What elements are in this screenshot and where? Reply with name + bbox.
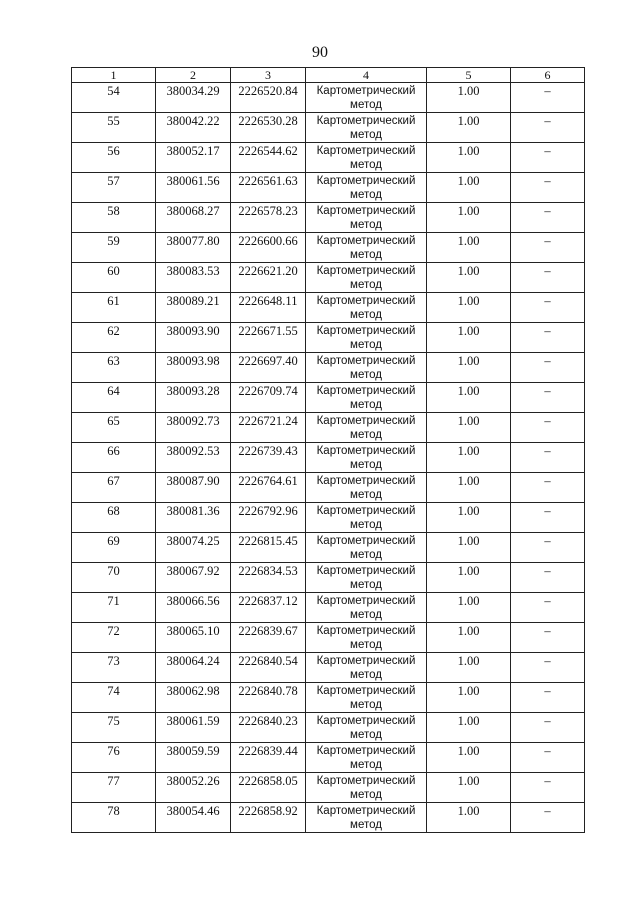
- accuracy-cell: 1.00: [427, 623, 511, 653]
- table-row: [72, 83, 585, 113]
- y-coordinate-cell: 2226837.12: [231, 593, 306, 623]
- note-cell: –: [511, 653, 585, 683]
- method-line-2: метод: [350, 219, 382, 231]
- x-coordinate-cell: 380083.53: [156, 263, 231, 293]
- note-cell: –: [511, 353, 585, 383]
- x-coordinate-cell: 380066.56: [156, 593, 231, 623]
- note-cell: –: [511, 743, 585, 773]
- point-number-cell: 70: [72, 563, 156, 593]
- method-line-2: метод: [350, 129, 382, 141]
- point-number-cell: 77: [72, 773, 156, 803]
- method-cell: [306, 653, 427, 683]
- table-row: [72, 563, 585, 593]
- point-number-cell: 61: [72, 293, 156, 323]
- table-row: [72, 233, 585, 263]
- accuracy-cell: 1.00: [427, 83, 511, 113]
- table-row: [72, 653, 585, 683]
- method-line-1: Картометрический: [316, 595, 416, 607]
- method-line-2: метод: [350, 579, 382, 591]
- x-coordinate-cell: 380042.22: [156, 113, 231, 143]
- x-coordinate-cell: 380061.56: [156, 173, 231, 203]
- accuracy-cell: 1.00: [427, 593, 511, 623]
- method-line-1: Картометрический: [316, 655, 416, 667]
- method-cell: [306, 503, 427, 533]
- method-cell: [306, 323, 427, 353]
- method-cell: [306, 263, 427, 293]
- accuracy-cell: 1.00: [427, 203, 511, 233]
- y-coordinate-cell: 2226621.20: [231, 263, 306, 293]
- x-coordinate-cell: 380052.17: [156, 143, 231, 173]
- method-line-1: Картометрический: [316, 265, 416, 277]
- method-cell: [306, 713, 427, 743]
- point-number-cell: 66: [72, 443, 156, 473]
- accuracy-cell: 1.00: [427, 743, 511, 773]
- note-cell: –: [511, 593, 585, 623]
- x-coordinate-cell: 380077.80: [156, 233, 231, 263]
- point-number-cell: 68: [72, 503, 156, 533]
- x-coordinate-cell: 380092.53: [156, 443, 231, 473]
- note-cell: –: [511, 443, 585, 473]
- method-line-1: Картометрический: [316, 535, 416, 547]
- x-coordinate-cell: 380064.24: [156, 653, 231, 683]
- method-cell: [306, 533, 427, 563]
- point-number-cell: 74: [72, 683, 156, 713]
- table-row: [72, 323, 585, 353]
- accuracy-cell: 1.00: [427, 713, 511, 743]
- method-cell: [306, 113, 427, 143]
- table-row: [72, 503, 585, 533]
- y-coordinate-cell: 2226578.23: [231, 203, 306, 233]
- y-coordinate-cell: 2226764.61: [231, 473, 306, 503]
- point-number-cell: 78: [72, 803, 156, 833]
- point-number-cell: 76: [72, 743, 156, 773]
- accuracy-cell: 1.00: [427, 443, 511, 473]
- accuracy-cell: 1.00: [427, 653, 511, 683]
- note-cell: –: [511, 503, 585, 533]
- method-line-1: Картометрический: [316, 85, 416, 97]
- table-row: [72, 383, 585, 413]
- table-row: [72, 713, 585, 743]
- y-coordinate-cell: 2226858.05: [231, 773, 306, 803]
- method-line-2: метод: [350, 669, 382, 681]
- method-line-1: Картометрический: [316, 625, 416, 637]
- table-row: [72, 533, 585, 563]
- method-line-2: метод: [350, 759, 382, 771]
- method-line-2: метод: [350, 369, 382, 381]
- note-cell: –: [511, 173, 585, 203]
- method-cell: [306, 383, 427, 413]
- accuracy-cell: 1.00: [427, 473, 511, 503]
- method-line-1: Картометрический: [316, 385, 416, 397]
- method-line-1: Картометрический: [316, 445, 416, 457]
- method-cell: [306, 563, 427, 593]
- method-line-1: Картометрический: [316, 295, 416, 307]
- method-line-1: Картометрический: [316, 775, 416, 787]
- table-row: [72, 743, 585, 773]
- accuracy-cell: 1.00: [427, 323, 511, 353]
- column-header: 4: [306, 68, 427, 83]
- method-line-1: Картометрический: [316, 715, 416, 727]
- table-row: [72, 623, 585, 653]
- y-coordinate-cell: 2226648.11: [231, 293, 306, 323]
- method-line-1: Картометрический: [316, 145, 416, 157]
- method-cell: [306, 683, 427, 713]
- note-cell: –: [511, 623, 585, 653]
- y-coordinate-cell: 2226839.44: [231, 743, 306, 773]
- point-number-cell: 67: [72, 473, 156, 503]
- x-coordinate-cell: 380093.28: [156, 383, 231, 413]
- point-number-cell: 73: [72, 653, 156, 683]
- method-line-2: метод: [350, 399, 382, 411]
- method-line-2: метод: [350, 489, 382, 501]
- method-line-2: метод: [350, 279, 382, 291]
- note-cell: –: [511, 683, 585, 713]
- method-line-2: метод: [350, 159, 382, 171]
- y-coordinate-cell: 2226858.92: [231, 803, 306, 833]
- y-coordinate-cell: 2226840.78: [231, 683, 306, 713]
- method-line-1: Картометрический: [316, 565, 416, 577]
- x-coordinate-cell: 380068.27: [156, 203, 231, 233]
- y-coordinate-cell: 2226739.43: [231, 443, 306, 473]
- note-cell: –: [511, 143, 585, 173]
- point-number-cell: 55: [72, 113, 156, 143]
- method-cell: [306, 143, 427, 173]
- y-coordinate-cell: 2226561.63: [231, 173, 306, 203]
- method-line-1: Картометрический: [316, 235, 416, 247]
- method-cell: [306, 413, 427, 443]
- column-header: 5: [427, 68, 511, 83]
- point-number-cell: 60: [72, 263, 156, 293]
- method-cell: [306, 443, 427, 473]
- note-cell: –: [511, 473, 585, 503]
- method-line-2: метод: [350, 699, 382, 711]
- note-cell: –: [511, 713, 585, 743]
- table-row: [72, 413, 585, 443]
- point-number-cell: 56: [72, 143, 156, 173]
- method-cell: [306, 803, 427, 833]
- column-header: 6: [511, 68, 585, 83]
- method-cell: [306, 593, 427, 623]
- point-number-cell: 63: [72, 353, 156, 383]
- point-number-cell: 59: [72, 233, 156, 263]
- x-coordinate-cell: 380074.25: [156, 533, 231, 563]
- x-coordinate-cell: 380052.26: [156, 773, 231, 803]
- point-number-cell: 57: [72, 173, 156, 203]
- y-coordinate-cell: 2226544.62: [231, 143, 306, 173]
- method-cell: [306, 743, 427, 773]
- point-number-cell: 69: [72, 533, 156, 563]
- method-line-2: метод: [350, 729, 382, 741]
- method-cell: [306, 353, 427, 383]
- table-row: [72, 143, 585, 173]
- method-cell: [306, 473, 427, 503]
- method-cell: [306, 203, 427, 233]
- note-cell: –: [511, 533, 585, 563]
- x-coordinate-cell: 380092.73: [156, 413, 231, 443]
- y-coordinate-cell: 2226600.66: [231, 233, 306, 263]
- method-line-2: метод: [350, 519, 382, 531]
- method-line-2: метод: [350, 429, 382, 441]
- coordinates-table: [71, 67, 585, 833]
- method-line-2: метод: [350, 99, 382, 111]
- note-cell: –: [511, 83, 585, 113]
- column-header: 1: [72, 68, 156, 83]
- y-coordinate-cell: 2226709.74: [231, 383, 306, 413]
- x-coordinate-cell: 380093.90: [156, 323, 231, 353]
- y-coordinate-cell: 2226721.24: [231, 413, 306, 443]
- accuracy-cell: 1.00: [427, 143, 511, 173]
- x-coordinate-cell: 380034.29: [156, 83, 231, 113]
- method-cell: [306, 173, 427, 203]
- table-row: [72, 353, 585, 383]
- y-coordinate-cell: 2226792.96: [231, 503, 306, 533]
- accuracy-cell: 1.00: [427, 353, 511, 383]
- x-coordinate-cell: 380067.92: [156, 563, 231, 593]
- table-row: [72, 803, 585, 833]
- method-line-1: Картометрический: [316, 115, 416, 127]
- note-cell: –: [511, 233, 585, 263]
- method-line-2: метод: [350, 459, 382, 471]
- accuracy-cell: 1.00: [427, 173, 511, 203]
- note-cell: –: [511, 803, 585, 833]
- table-header-row: [72, 68, 585, 83]
- note-cell: –: [511, 203, 585, 233]
- accuracy-cell: 1.00: [427, 233, 511, 263]
- x-coordinate-cell: 380065.10: [156, 623, 231, 653]
- accuracy-cell: 1.00: [427, 413, 511, 443]
- method-line-1: Картометрический: [316, 745, 416, 757]
- method-line-1: Картометрический: [316, 475, 416, 487]
- column-header: 2: [156, 68, 231, 83]
- note-cell: –: [511, 263, 585, 293]
- y-coordinate-cell: 2226840.23: [231, 713, 306, 743]
- column-header: 3: [231, 68, 306, 83]
- method-line-1: Картометрический: [316, 205, 416, 217]
- method-line-2: метод: [350, 309, 382, 321]
- x-coordinate-cell: 380062.98: [156, 683, 231, 713]
- method-cell: [306, 623, 427, 653]
- y-coordinate-cell: 2226839.67: [231, 623, 306, 653]
- x-coordinate-cell: 380093.98: [156, 353, 231, 383]
- accuracy-cell: 1.00: [427, 683, 511, 713]
- y-coordinate-cell: 2226671.55: [231, 323, 306, 353]
- method-line-2: метод: [350, 549, 382, 561]
- table-row: [72, 293, 585, 323]
- y-coordinate-cell: 2226840.54: [231, 653, 306, 683]
- accuracy-cell: 1.00: [427, 383, 511, 413]
- x-coordinate-cell: 380089.21: [156, 293, 231, 323]
- point-number-cell: 65: [72, 413, 156, 443]
- method-line-1: Картометрический: [316, 355, 416, 367]
- y-coordinate-cell: 2226530.28: [231, 113, 306, 143]
- accuracy-cell: 1.00: [427, 113, 511, 143]
- method-cell: [306, 293, 427, 323]
- accuracy-cell: 1.00: [427, 773, 511, 803]
- point-number-cell: 54: [72, 83, 156, 113]
- x-coordinate-cell: 380081.36: [156, 503, 231, 533]
- method-line-2: метод: [350, 339, 382, 351]
- table-row: [72, 773, 585, 803]
- table-row: [72, 593, 585, 623]
- x-coordinate-cell: 380054.46: [156, 803, 231, 833]
- method-line-2: метод: [350, 609, 382, 621]
- table-row: [72, 113, 585, 143]
- method-line-2: метод: [350, 819, 382, 831]
- method-line-2: метод: [350, 789, 382, 801]
- point-number-cell: 58: [72, 203, 156, 233]
- method-line-1: Картометрический: [316, 325, 416, 337]
- point-number-cell: 62: [72, 323, 156, 353]
- accuracy-cell: 1.00: [427, 563, 511, 593]
- note-cell: –: [511, 383, 585, 413]
- y-coordinate-cell: 2226815.45: [231, 533, 306, 563]
- accuracy-cell: 1.00: [427, 803, 511, 833]
- method-line-1: Картометрический: [316, 415, 416, 427]
- method-line-1: Картометрический: [316, 505, 416, 517]
- note-cell: –: [511, 563, 585, 593]
- accuracy-cell: 1.00: [427, 503, 511, 533]
- table-row: [72, 173, 585, 203]
- y-coordinate-cell: 2226697.40: [231, 353, 306, 383]
- x-coordinate-cell: 380061.59: [156, 713, 231, 743]
- y-coordinate-cell: 2226834.53: [231, 563, 306, 593]
- x-coordinate-cell: 380059.59: [156, 743, 231, 773]
- note-cell: –: [511, 323, 585, 353]
- point-number-cell: 71: [72, 593, 156, 623]
- method-cell: [306, 233, 427, 263]
- table-row: [72, 683, 585, 713]
- note-cell: –: [511, 773, 585, 803]
- point-number-cell: 64: [72, 383, 156, 413]
- method-line-2: метод: [350, 249, 382, 261]
- table-row: [72, 443, 585, 473]
- method-cell: [306, 773, 427, 803]
- method-line-1: Картометрический: [316, 175, 416, 187]
- method-line-2: метод: [350, 639, 382, 651]
- page-number: 90: [312, 44, 328, 61]
- method-line-1: Картометрический: [316, 685, 416, 697]
- accuracy-cell: 1.00: [427, 533, 511, 563]
- note-cell: –: [511, 413, 585, 443]
- method-line-1: Картометрический: [316, 805, 416, 817]
- method-cell: [306, 83, 427, 113]
- accuracy-cell: 1.00: [427, 293, 511, 323]
- note-cell: –: [511, 293, 585, 323]
- x-coordinate-cell: 380087.90: [156, 473, 231, 503]
- table-row: [72, 473, 585, 503]
- accuracy-cell: 1.00: [427, 263, 511, 293]
- method-line-2: метод: [350, 189, 382, 201]
- table-row: [72, 263, 585, 293]
- point-number-cell: 75: [72, 713, 156, 743]
- point-number-cell: 72: [72, 623, 156, 653]
- y-coordinate-cell: 2226520.84: [231, 83, 306, 113]
- table-row: [72, 203, 585, 233]
- note-cell: –: [511, 113, 585, 143]
